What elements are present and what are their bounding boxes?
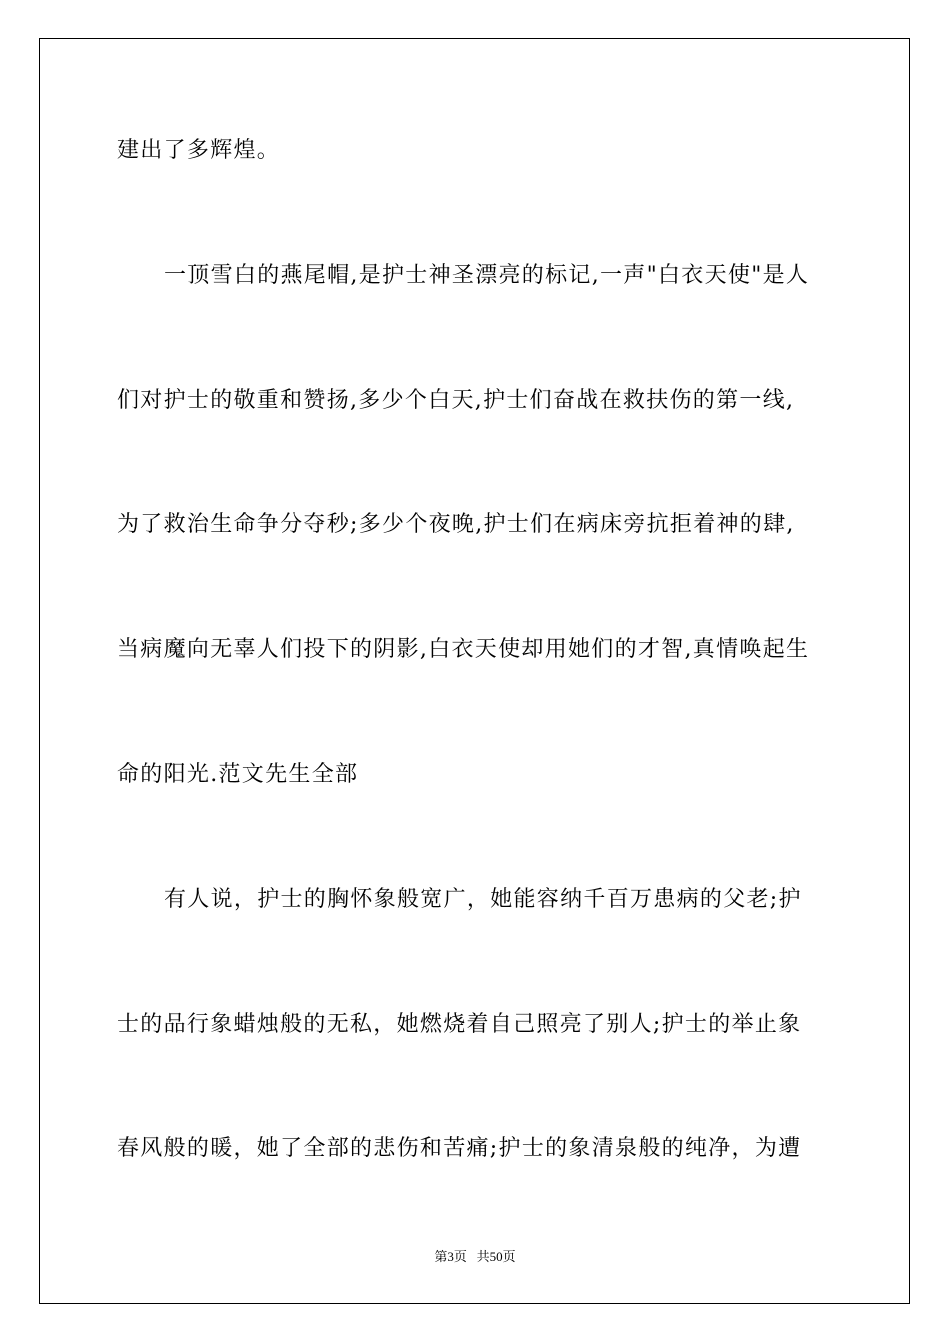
text-line-8: 士的品行象蜡烛般的无私，她燃烧着自己照亮了别人;护士的举止象: [117, 1012, 802, 1037]
page-footer: [0, 1246, 950, 1265]
text-line-6: 命的阳光.范文先生全部: [117, 762, 359, 787]
page-border: [39, 38, 910, 1304]
text-line-1: 建出了多辉煌。: [117, 138, 281, 163]
page-total: 共50页: [476, 1249, 516, 1264]
text-line-2: 一顶雪白的燕尾帽,是护士神圣漂亮的标记,一声"白衣天使"是人: [164, 263, 810, 288]
page-number: 第3页: [434, 1249, 467, 1264]
text-line-3: 们对护士的敬重和赞扬,多少个白天,护士们奋战在救扶伤的第一线,: [117, 388, 795, 413]
text-line-4: 为了救治生命争分夺秒;多少个夜晚,护士们在病床旁抗拒着神的肆,: [117, 512, 795, 537]
text-line-9: 春风般的暖，她了全部的悲伤和苦痛;护士的象清泉般的纯净，为遭: [117, 1136, 802, 1161]
text-line-7: 有人说，护士的胸怀象般宽广，她能容纳千百万患病的父老;护: [164, 887, 802, 912]
text-line-5: 当病魔向无辜人们投下的阴影,白衣天使却用她们的才智,真情唤起生: [117, 637, 810, 662]
